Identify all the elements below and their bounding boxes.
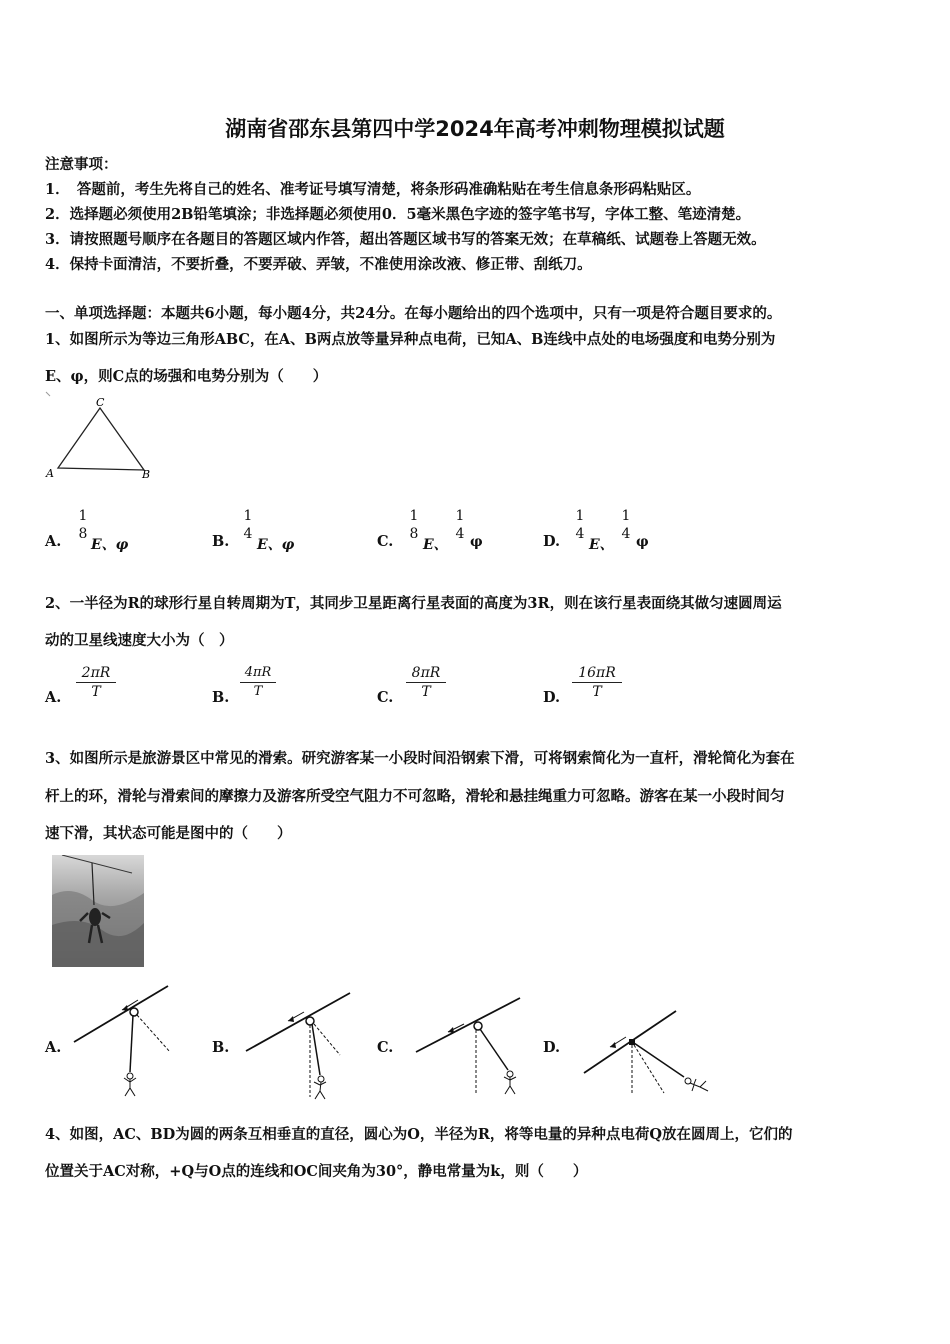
q3-option-c-letter: C. bbox=[377, 1039, 394, 1056]
section-heading: 一、单项选择题：本题共6小题，每小题4分，共24分。在每小题给出的四个选项中，只有一项是符合题目要求的。 bbox=[45, 305, 782, 322]
q1-option-b-fraction bbox=[240, 507, 256, 543]
q1-option-c-fraction-1 bbox=[406, 507, 422, 543]
fraction-numerator: 16πR bbox=[572, 664, 622, 683]
q1-line-2: E、φ，则C点的场强和电势分别为（ ） bbox=[45, 368, 328, 385]
fraction-denominator: 8 bbox=[78, 526, 88, 542]
q1-option-d-text: φ bbox=[636, 534, 649, 550]
label-a: A bbox=[46, 467, 54, 480]
fraction-denominator: T bbox=[592, 684, 602, 700]
fraction-numerator: 1 bbox=[243, 508, 253, 524]
q2-option-c-letter: C. bbox=[377, 689, 394, 706]
q3-option-d-letter: D. bbox=[543, 1039, 561, 1056]
q1-option-d-fraction-2 bbox=[618, 507, 634, 543]
label-c: C bbox=[96, 396, 105, 409]
fraction-numerator: 4πR bbox=[240, 664, 276, 683]
page-title: 湖南省邵东县第四中学2024年高考冲刺物理模拟试题 bbox=[225, 117, 725, 141]
q4-line-1: 4、如图，AC、BD为圆的两条互相垂直的直径，圆心为O，半径为R，将等电量的异种点电荷Q放在圆周上，它们的 bbox=[45, 1126, 793, 1143]
fraction-numerator: 1 bbox=[621, 508, 631, 524]
q1-option-d-letter: D. bbox=[543, 533, 561, 550]
q1-option-a-fraction bbox=[75, 507, 91, 543]
fraction-numerator: 2πR bbox=[76, 664, 116, 683]
q4-line-2: 位置关于AC对称，+Q与O点的连线和OC间夹角为30°，静电常量为k，则（ ） bbox=[45, 1163, 588, 1180]
notice-item-3: 3．请按照题号顺序在各题目的答题区域内作答，超出答题区域书写的答案无效；在草稿纸、试题卷上答题无效。 bbox=[45, 231, 766, 248]
q3-option-c-diagram bbox=[410, 990, 525, 1100]
q2-line-1: 2、一半径为R的球形行星自转周期为T，其同步卫星距离行星表面的高度为3R，则在该行星表面绕其做匀速圆周运 bbox=[45, 595, 782, 612]
fraction-denominator: 8 bbox=[409, 526, 419, 542]
triangle-abc bbox=[58, 408, 144, 470]
fraction-denominator: 4 bbox=[575, 526, 585, 542]
q1-option-c-letter: C. bbox=[377, 533, 394, 550]
triangle-diagram bbox=[40, 390, 170, 485]
q3-option-b-letter: B. bbox=[212, 1039, 230, 1056]
q2-option-d-fraction bbox=[572, 664, 622, 701]
q3-line-1: 3、如图所示是旅游景区中常见的滑索。研究游客某一小段时间沿钢索下滑，可将钢索简化为一直杆，滑轮简化为套在 bbox=[45, 750, 795, 767]
q3-line-3: 速下滑，其状态可能是图中的（ ） bbox=[45, 825, 292, 842]
fraction-denominator: T bbox=[91, 684, 101, 700]
q3-option-a-letter: A. bbox=[45, 1039, 62, 1056]
fraction-denominator: 4 bbox=[621, 526, 631, 542]
q2-option-b-letter: B. bbox=[212, 689, 230, 706]
q1-option-a-text: E、φ bbox=[91, 537, 129, 553]
fraction-denominator: T bbox=[421, 684, 431, 700]
notice-heading: 注意事项： bbox=[45, 156, 118, 173]
q3-option-a-diagram bbox=[70, 980, 180, 1100]
fraction-denominator: T bbox=[253, 684, 263, 699]
fraction-numerator: 1 bbox=[78, 508, 88, 524]
q2-option-d-letter: D. bbox=[543, 689, 561, 706]
notice-item-4: 4．保持卡面清洁，不要折叠，不要弄破、弄皱，不准使用涂改液、修正带、刮纸刀。 bbox=[45, 256, 592, 273]
q3-option-d-diagram bbox=[578, 995, 718, 1100]
q1-option-b-text: E、φ bbox=[257, 537, 295, 553]
q1-option-c-fraction-2 bbox=[452, 507, 468, 543]
fraction-numerator: 1 bbox=[455, 508, 465, 524]
q2-option-a-fraction bbox=[76, 664, 116, 701]
notice-item-1: 1． 答题前，考生先将自己的姓名、准考证号填写清楚，将条形码准确粘贴在考生信息条形码粘贴区。 bbox=[45, 181, 701, 198]
q1-option-a-letter: A. bbox=[45, 533, 62, 550]
q3-line-2: 杆上的环，滑轮与滑索间的摩擦力及游客所受空气阻力不可忽略，滑轮和悬挂绳重力可忽略。游客在某一小段时间匀 bbox=[45, 788, 785, 805]
zipline-photo bbox=[52, 855, 144, 967]
fraction-denominator: 4 bbox=[243, 526, 253, 542]
q2-option-a-letter: A. bbox=[45, 689, 62, 706]
q1-option-d-mid: E、 bbox=[589, 537, 614, 553]
fraction-numerator: 1 bbox=[575, 508, 585, 524]
q3-option-b-diagram bbox=[240, 985, 355, 1105]
fraction-numerator: 1 bbox=[409, 508, 419, 524]
label-b: B bbox=[142, 468, 151, 481]
q1-option-c-mid: E、 bbox=[423, 537, 448, 553]
q1-line-1: 1、如图所示为等边三角形ABC，在A、B两点放等量异种点电荷，已知A、B连线中点处的电场强度和电势分别为 bbox=[45, 331, 776, 348]
notice-item-2: 2．选择题必须使用2B铅笔填涂；非选择题必须使用0．5毫米黑色字迹的签字笔书写，字体工整、笔迹清楚。 bbox=[45, 206, 751, 223]
q1-option-b-letter: B. bbox=[212, 533, 230, 550]
q2-line-2: 动的卫星线速度大小为（ ） bbox=[45, 632, 234, 649]
fraction-denominator: 4 bbox=[455, 526, 465, 542]
q2-option-b-fraction bbox=[240, 664, 276, 701]
q2-option-c-fraction bbox=[406, 664, 446, 701]
q1-option-d-fraction-1 bbox=[572, 507, 588, 543]
fraction-numerator: 8πR bbox=[406, 664, 446, 683]
q1-option-c-text: φ bbox=[470, 534, 483, 550]
